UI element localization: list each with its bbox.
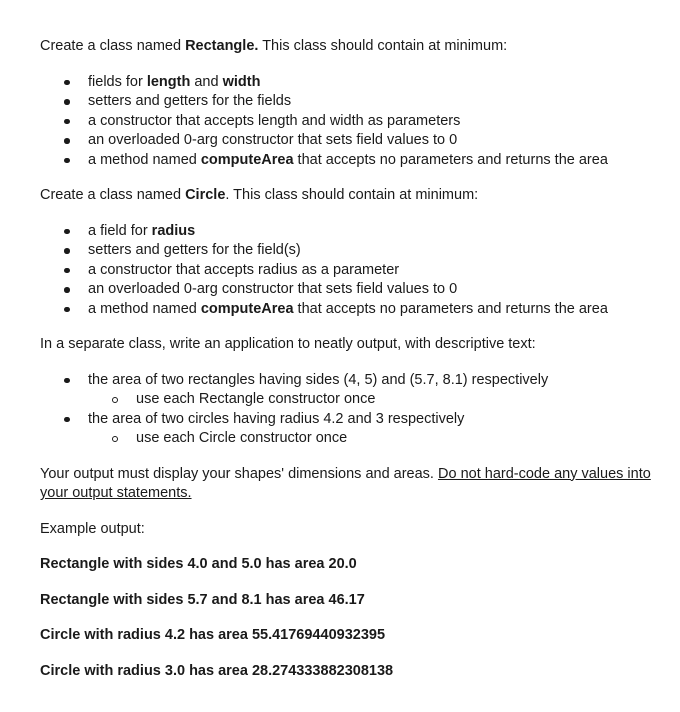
circle-intro-suffix: . This class should contain at minimum: bbox=[225, 187, 479, 203]
rectangle-requirements bbox=[40, 73, 660, 171]
list-item bbox=[40, 300, 660, 320]
output-note bbox=[40, 465, 660, 504]
circle-intro bbox=[40, 186, 660, 206]
list-item bbox=[40, 222, 660, 242]
list-item: setters and getters for the fields bbox=[40, 92, 660, 112]
list-item: a constructor that accepts length and width as parameters bbox=[40, 112, 660, 132]
example-output-line: Circle with radius 3.0 has area 28.274333882308138 bbox=[40, 662, 394, 679]
field-name-length: length bbox=[146, 73, 191, 90]
example-output-line: Circle with radius 4.2 has area 55.41769440932395 bbox=[40, 627, 386, 643]
list-item: setters and getters for the field(s) bbox=[40, 241, 660, 261]
list-item bbox=[40, 151, 660, 171]
sub-list bbox=[88, 429, 660, 449]
rectangle-class-name: Rectangle. bbox=[185, 38, 259, 54]
list-item: an overloaded 0-arg constructor that sets field values to 0 bbox=[40, 280, 660, 300]
method-name: computeArea bbox=[200, 300, 294, 317]
text-fragment: a method named bbox=[88, 300, 201, 317]
rectangle-intro-suffix: This class should contain at minimum: bbox=[258, 38, 508, 54]
text-fragment: a method named bbox=[88, 151, 201, 168]
method-name: computeArea bbox=[200, 151, 294, 168]
sub-list bbox=[88, 390, 660, 410]
text-fragment: Your output must display your shapes' dimensions and areas. bbox=[40, 465, 438, 482]
field-name-width: width bbox=[222, 73, 261, 90]
list-item bbox=[40, 73, 660, 93]
sub-list-item: use each Circle constructor once bbox=[40, 429, 660, 449]
underlined-instruction: Do not hard-code any values into your output statements. bbox=[40, 465, 651, 501]
text-fragment: that accepts no parameters and returns the area bbox=[293, 151, 608, 168]
circle-requirements bbox=[40, 222, 660, 320]
text-fragment: the area of two circles having radius 4.2 and 3 respectively bbox=[88, 410, 465, 427]
document-body bbox=[40, 37, 660, 697]
field-name-radius: radius bbox=[151, 222, 196, 239]
sub-list-item: use each Rectangle constructor once bbox=[40, 390, 660, 410]
text-fragment: the area of two rectangles having sides (4, 5) and (5.7, 8.1) respectively bbox=[88, 371, 549, 388]
application-intro: In a separate class, write an application to neatly output, with descriptive text: bbox=[40, 336, 536, 352]
circle-class-name: Circle bbox=[185, 187, 226, 203]
circle-intro-text: Create a class named bbox=[40, 187, 186, 203]
list-item: an overloaded 0-arg constructor that sets field values to 0 bbox=[40, 131, 660, 151]
application-requirements bbox=[40, 371, 660, 449]
text-fragment: that accepts no parameters and returns the area bbox=[293, 300, 608, 317]
rectangle-intro-text: Create a class named bbox=[40, 38, 186, 54]
list-item: a constructor that accepts radius as a parameter bbox=[40, 261, 660, 281]
example-output-line: Rectangle with sides 5.7 and 8.1 has area 46.17 bbox=[40, 591, 365, 608]
list-item bbox=[40, 371, 660, 410]
example-output-line: Rectangle with sides 4.0 and 5.0 has area 20.0 bbox=[40, 556, 357, 572]
example-label: Example output: bbox=[40, 520, 145, 537]
rectangle-intro bbox=[40, 37, 660, 57]
text-fragment: fields for bbox=[88, 73, 147, 90]
list-item bbox=[40, 410, 660, 449]
text-fragment: a field for bbox=[88, 222, 152, 239]
text-fragment: and bbox=[190, 73, 223, 90]
